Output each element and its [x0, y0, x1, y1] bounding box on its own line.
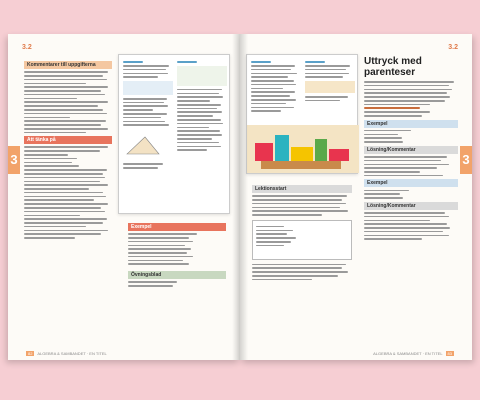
student-book-inset [118, 54, 230, 214]
book-spine-shadow [232, 34, 248, 360]
chapter-tab-right: 3 [460, 146, 472, 174]
left-page [8, 34, 240, 360]
exempel-heading-left: Exempel [128, 223, 226, 231]
chapter-number-right: 3.2 [448, 44, 458, 51]
exempel-heading-1: Exempel [364, 120, 458, 128]
page-number-right: 83 [447, 351, 452, 356]
right-column [364, 56, 458, 242]
triangle-figure [123, 134, 163, 156]
chapter-number-left: 3.2 [22, 44, 32, 51]
footer-text-right: ALGEBRA & SAMBANDET · EN TITEL [373, 351, 443, 356]
page-number-left: 82 [28, 351, 33, 356]
footer-right [373, 351, 456, 356]
right-page [240, 34, 472, 360]
left-column-2 [128, 220, 226, 289]
losning-heading-2: Lösning/Kommentar [364, 202, 458, 210]
blocks-photo [247, 125, 359, 173]
ovningsblad-heading: Övningsblad [128, 271, 226, 279]
open-book [8, 34, 472, 364]
section-title: Uttryck med parenteser [364, 56, 422, 78]
footer-text-left: ALGEBRA & SAMBANDET · EN TITEL [37, 351, 107, 356]
student-book-inset-right [246, 54, 358, 174]
right-middle-column [252, 182, 352, 283]
exempel-heading-2: Exempel [364, 179, 458, 187]
losning-heading-1: Lösning/Kommentar [364, 146, 458, 154]
att-tanka-heading: Att tänka på [24, 136, 112, 144]
lektionsstart-heading: Lektionsstart [252, 185, 352, 193]
left-column-1 [24, 58, 112, 241]
kommentarer-heading: Kommentarer till uppgifterna [24, 61, 112, 69]
chapter-tab-left: 3 [8, 146, 20, 174]
footer-left [24, 351, 107, 356]
